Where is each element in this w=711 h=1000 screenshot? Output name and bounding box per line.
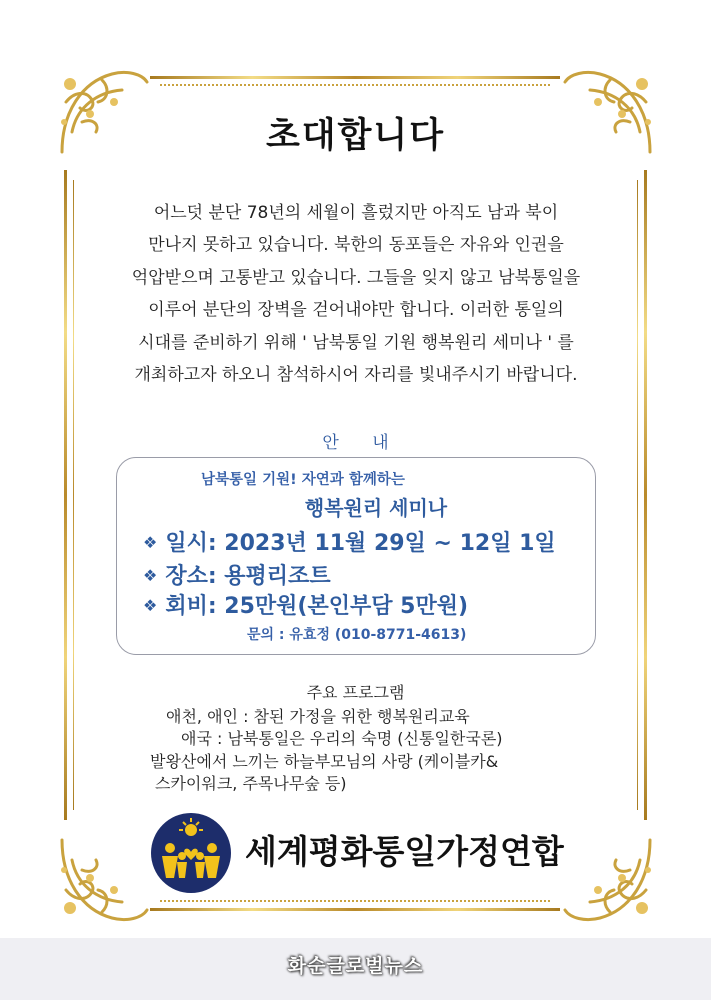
frame-top-dots [160,84,550,86]
diamond-bullet-icon: ❖ [143,533,158,552]
event-fee: 회비: 25만원(본인부담 5만원) [165,594,469,619]
intro-line: 시대를 준비하기 위해 ' 남북통일 기원 행복원리 세미나 ' 를 [138,332,574,353]
frame-bottom-line [150,908,560,911]
gold-ornament-corner-icon [560,830,660,930]
frame-right-inner-line [637,180,638,810]
watermark: 화순글로벌뉴스 [287,955,424,977]
frame-right-line [644,170,647,820]
frame-left-inner-line [73,180,74,810]
frame-left-line [64,170,67,820]
event-fee-row [143,589,468,620]
intro-paragraph [96,197,616,391]
program-item: 스카이워크, 주목나무숲 등) [155,774,347,793]
frame-bottom-dots [160,900,550,902]
event-contact: 문의 : 유효정 (010-8771-4613) [247,627,467,643]
program-item: 애국 : 남북통일은 우리의 숙명 (신통일한국론) [181,729,503,748]
intro-line: 이루어 분단의 장벽을 걷어내야만 합니다. 이러한 통일의 [148,300,564,321]
page-title: 초대합니다 [265,116,446,156]
event-subtitle: 남북통일 기원! 자연과 함께하는 [201,472,405,488]
event-info-box [116,457,596,655]
organization-name: 세계평화통일가정연합 [245,832,564,871]
event-date: 일시: 2023년 11월 29일 ~ 12일 1일 [165,531,556,556]
fflu-logo-icon [150,812,232,894]
program-heading: 주요 프로그램 [306,683,405,702]
diamond-bullet-icon: ❖ [143,596,158,615]
program-item: 애천, 애인 : 참된 가정을 위한 행복원리교육 [166,707,470,726]
event-place-row [143,559,331,590]
intro-line: 개최하고자 하오니 참석하시어 자리를 빛내주시기 바랍니다. [134,365,578,386]
program-item: 발왕산에서 느끼는 하늘부모님의 사랑 (케이블카& [150,752,499,771]
intro-line: 만나지 못하고 있습니다. 북한의 동포들은 자유와 인권을 [148,235,564,256]
seminar-name: 행복원리 세미나 [304,496,448,520]
event-date-row [143,526,556,557]
intro-line: 억압받으며 고통받고 있습니다. 그들을 잊지 않고 남북통일을 [131,267,581,288]
gold-ornament-corner-icon [52,830,152,930]
guide-heading: 안 내 [322,433,403,453]
frame-top-line [150,76,560,79]
event-place: 장소: 용평리조트 [165,564,331,589]
intro-line: 어느덧 분단 78년의 세월이 흘렀지만 아직도 남과 북이 [153,203,559,223]
diamond-bullet-icon: ❖ [143,566,158,585]
